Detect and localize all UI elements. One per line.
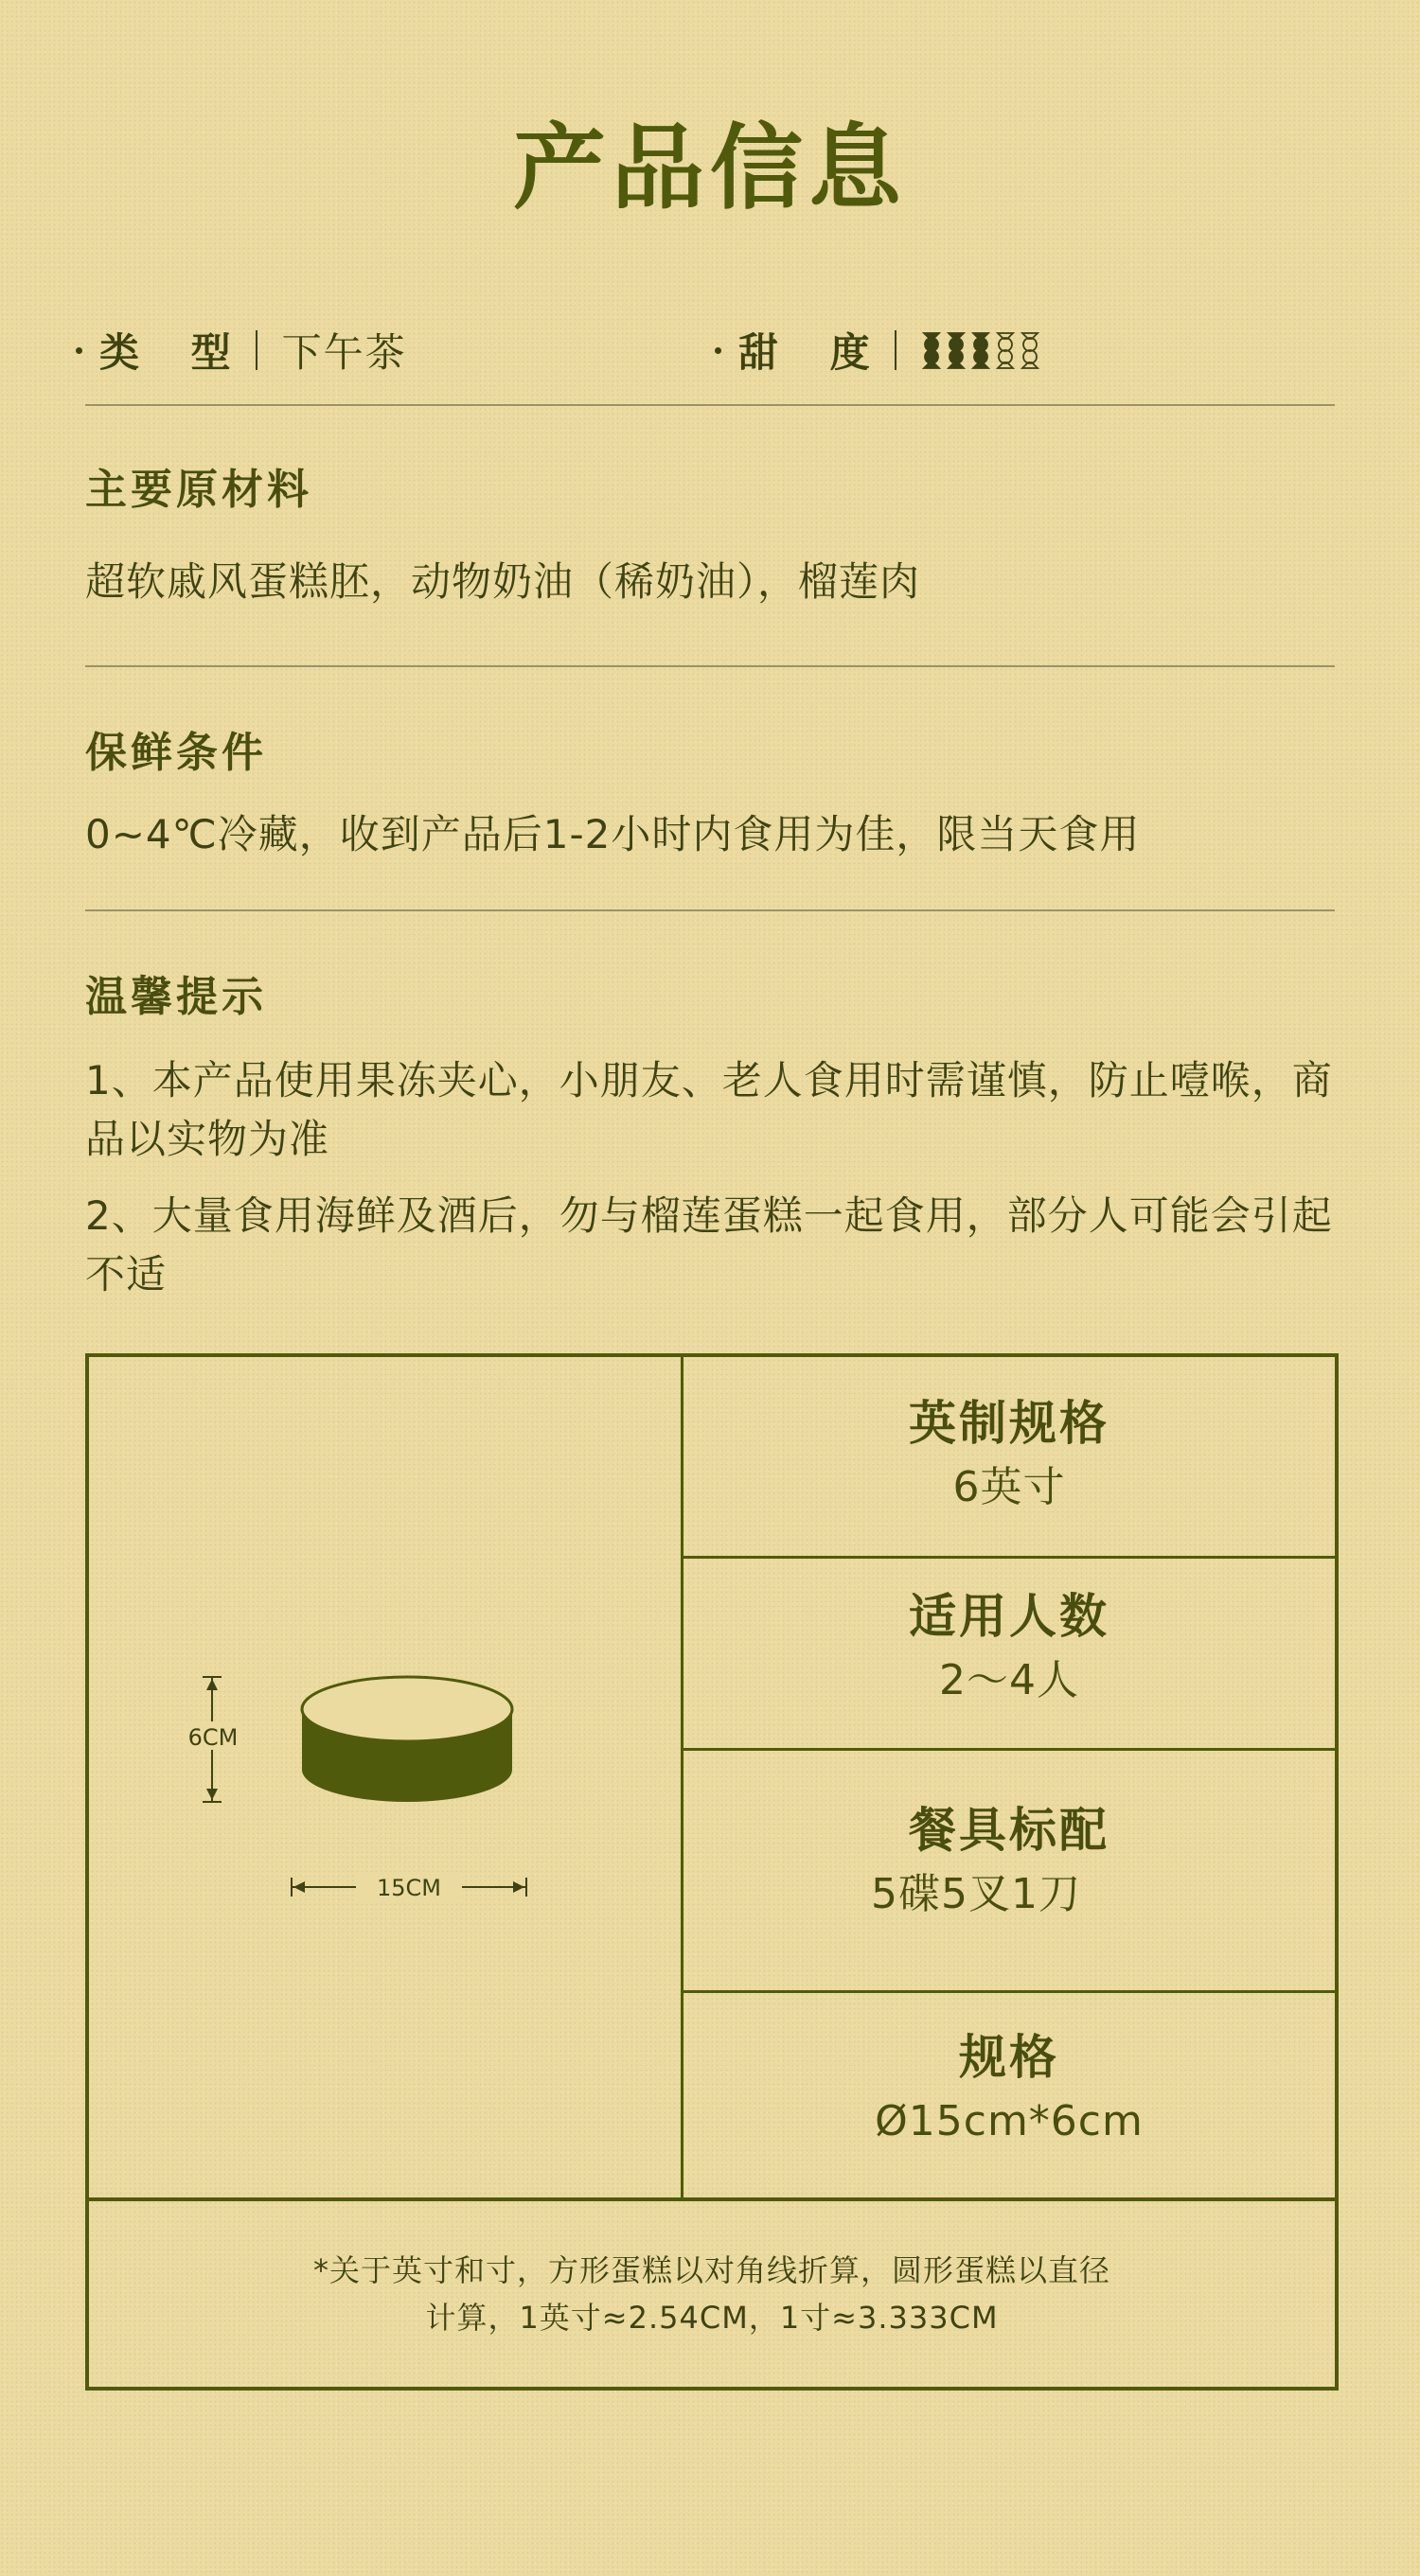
- row-divider: [683, 1990, 1335, 1993]
- spec-table: [85, 1353, 1339, 2391]
- bullet-dot: [715, 347, 721, 354]
- width-label: 15CM: [376, 1875, 442, 1901]
- size-note-line-2: 计算，1英寸≈2.54CM，1寸≈3.333CM: [425, 2300, 999, 2336]
- row-divider: [683, 1748, 1335, 1751]
- spec-cell-servings: [683, 1586, 1335, 1709]
- type-value: 下午茶: [281, 329, 407, 376]
- sweetness-filled-icon: [970, 331, 991, 369]
- sweetness-row: [715, 322, 1040, 379]
- tips-title: 温馨提示: [85, 973, 267, 1021]
- type-label: 类 型: [99, 329, 250, 376]
- spec-key: 规格: [959, 2030, 1059, 2085]
- ingredients-body: 超软戚风蛋糕胚，动物奶油（稀奶油），榴莲肉: [85, 558, 921, 605]
- spec-cell-inch-size: [683, 1393, 1335, 1516]
- spec-key: 餐具标配: [909, 1803, 1109, 1858]
- spec-value: 5碟5叉1刀: [871, 1870, 1081, 1918]
- divider: [85, 404, 1335, 406]
- footer-divider: [89, 2197, 1335, 2201]
- sweetness-rating: [921, 331, 1040, 369]
- type-row: [76, 322, 407, 379]
- separator: [895, 330, 896, 370]
- arrow-up-icon: [206, 1679, 218, 1690]
- sweetness-empty-icon: [1020, 331, 1040, 369]
- arrow-down-icon: [206, 1789, 218, 1800]
- page-title: 产品信息: [512, 115, 907, 222]
- storage-body: 0~4℃冷藏，收到产品后1-2小时内食用为佳，限当天食用: [85, 811, 1141, 857]
- sweetness-empty-icon: [995, 331, 1016, 369]
- tips-line-2: 2、大量食用海鲜及酒后，勿与榴莲蛋糕一起食用，部分人可能会引起不适: [85, 1192, 1333, 1297]
- spec-key: 英制规格: [909, 1396, 1109, 1451]
- spec-cell-dimensions: [683, 2027, 1335, 2150]
- tips-line-1: 1、本产品使用果冻夹心，小朋友、老人食用时需谨慎，防止噎喉，商品以实物为准: [85, 1057, 1333, 1162]
- bullet-dot: [76, 347, 82, 354]
- size-note: [89, 2247, 1335, 2341]
- divider: [85, 665, 1335, 667]
- spec-key: 适用人数: [909, 1589, 1109, 1644]
- divider: [85, 909, 1335, 911]
- height-label: 6CM: [187, 1724, 239, 1751]
- row-divider: [683, 1556, 1335, 1559]
- sweetness-filled-icon: [946, 331, 967, 369]
- separator: [256, 330, 257, 370]
- spec-value: Ø15cm*6cm: [875, 2097, 1144, 2145]
- storage-title: 保鲜条件: [85, 729, 267, 777]
- cake-top: [302, 1677, 512, 1741]
- arrow-right-icon: [513, 1881, 524, 1893]
- cake-size-diagram: [89, 1357, 676, 2195]
- sweetness-filled-icon: [921, 331, 942, 369]
- size-note-line-1: *关于英寸和寸，方形蛋糕以对角线折算，圆形蛋糕以直径: [312, 2252, 1110, 2288]
- sweetness-label: 甜 度: [738, 329, 889, 376]
- spec-value: 6英寸: [952, 1463, 1066, 1511]
- arrow-left-icon: [293, 1881, 305, 1893]
- spec-value: 2～4人: [939, 1656, 1079, 1704]
- ingredients-title: 主要原材料: [85, 466, 312, 514]
- spec-cell-tableware: [683, 1800, 1335, 1923]
